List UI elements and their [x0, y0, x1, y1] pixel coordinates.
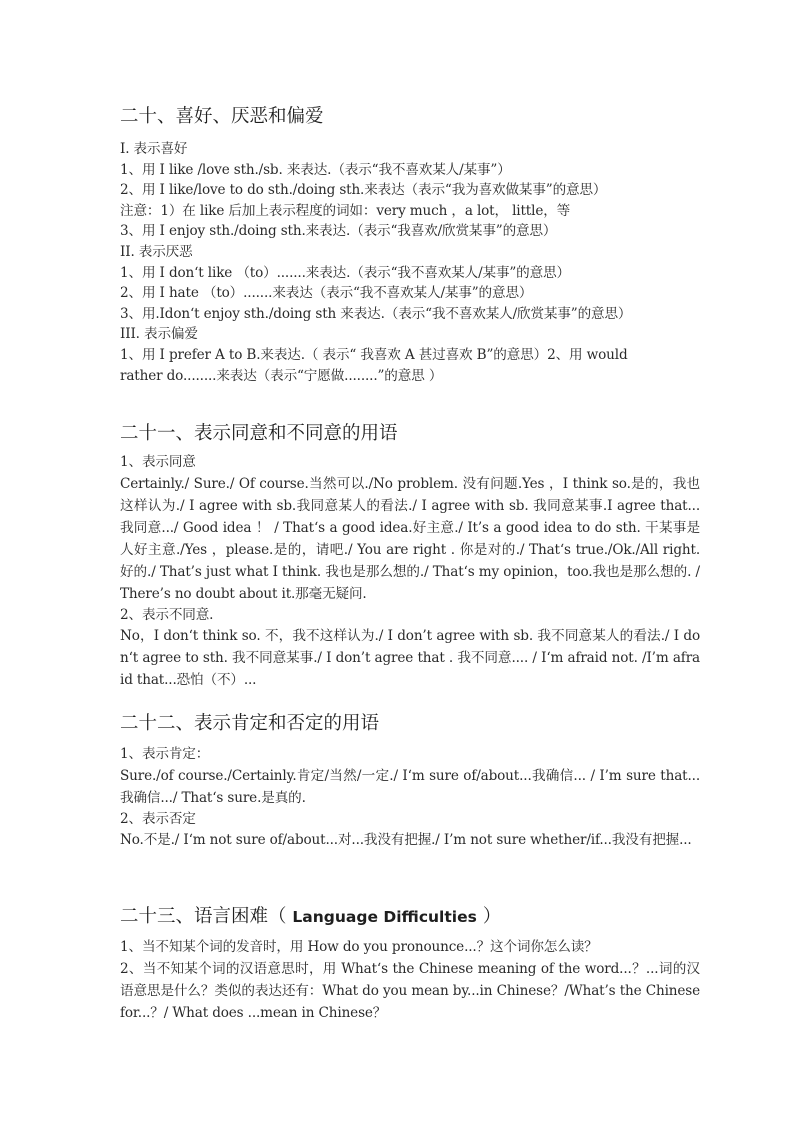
list-item: 2、当不知某个词的汉语意思时，用 What‘s the Chinese meaning of the word...？...词的汉语意思是什么？类似的表达还有：What do you mean by...in Chinese？/What’s the Chinese for...？/ What does ...mean in Chinese？ [120, 960, 700, 1021]
section-agree-disagree [120, 420, 700, 691]
text-line: 1、用 I prefer A to B.来表达.（ 表示“ 我喜欢 A 甚过喜欢 B”的意思）2、用 would [120, 346, 628, 363]
text-line: III. 表示偏爱 [120, 326, 198, 343]
section-heading: 二十一、表示同意和不同意的用语 [120, 423, 398, 444]
text-line: 3、用.Idon‘t enjoy sth./doing sth 来表达.（表示“我不喜欢某人/欣赏某事”的意思） [120, 305, 632, 322]
heading-english: Language Difficulties [292, 908, 477, 926]
section-heading: 二十、喜好、厌恶和偏爱 [120, 106, 324, 127]
agree-paragraph: Certainly./ Sure./ Of course.当然可以./No problem. 没有问题.Yes ，I think so.是的，我也这样认为./ I agree with sb.我同意某人的看法./ I agree with sb. 我同意某事.I agree that... 我同意.../ Good idea ！ / That‘s a good idea.好主意./ It’s a good idea to do sth. 干某事是人好主意./Yes ，please.是的，请吧./ You are right . 你是对的./ That‘s true./Ok./All right. 好的./ That’s just what I think. 我也是那么想的./ That‘s my opinion，too.我也是那么想的. /There’s no doubt about it.那毫无疑问. [120, 475, 700, 602]
affirm-paragraph: Sure./of course./Certainly.肯定/当然/一定./ I‘m sure of/about...我确信... / I’m sure that...我确信.../ That‘s sure.是真的. [120, 767, 700, 806]
text-line: 1、用 I don‘t like （to）.......来表达.（表示“我不喜欢某人/某事”的意思） [120, 264, 570, 281]
subheading: 2、表示否定 [120, 810, 196, 827]
text-line: 2、用 I hate （to）.......来表达（表示“我不喜欢某人/某事”的意思） [120, 285, 533, 302]
heading-close: ） [476, 906, 502, 927]
text-line: 注意：1）在 like 后加上表示程度的词如：very much ，a lot， little，等 [120, 202, 571, 219]
section-language-difficulties [120, 903, 700, 1024]
text-line: 3、用 I enjoy sth./doing sth.来表达.（表示“我喜欢/欣赏某事”的意思） [120, 223, 557, 240]
list-item: 1、当不知某个词的发音时，用 How do you pronounce...？这个词你怎么读？ [120, 939, 598, 955]
text-line: II. 表示厌恶 [120, 243, 193, 260]
disagree-paragraph: No，I don‘t think so. 不，我不这样认为./ I don’t agree with sb. 我不同意某人的看法./ I don‘t agree to sth. 我不同意某事./ I don’t agree that . 我不同意.... / I‘m afraid not. /I’m afraid that...恐怕（不）... [120, 628, 700, 689]
text-line: 2、用 I like/love to do sth./doing sth.来表达（表示“我为喜欢做某事”的意思） [120, 182, 607, 199]
text-line: 1、用 I like /love sth./sb. 来表达.（表示“我不喜欢某人/某事”） [120, 161, 511, 178]
heading-chinese: 二十三、语言困难（ [120, 906, 293, 927]
subheading: 2、表示不同意. [120, 606, 214, 623]
subheading: 1、表示肯定： [120, 746, 210, 762]
subheading: 1、表示同意 [120, 454, 196, 470]
section-heading: 二十二、表示肯定和否定的用语 [120, 713, 380, 734]
section-preferences [120, 103, 700, 386]
text-line: I. 表示喜好 [120, 141, 188, 157]
section-affirm-negate [120, 710, 700, 851]
section-heading [120, 903, 700, 931]
negate-paragraph: No.不是./ I‘m not sure of/about...对...我没有把握./ I’m not sure whether/if...我没有把握... [120, 832, 692, 849]
text-line: rather do........来表达（表示“宁愿做........”的意思 ） [120, 367, 443, 384]
